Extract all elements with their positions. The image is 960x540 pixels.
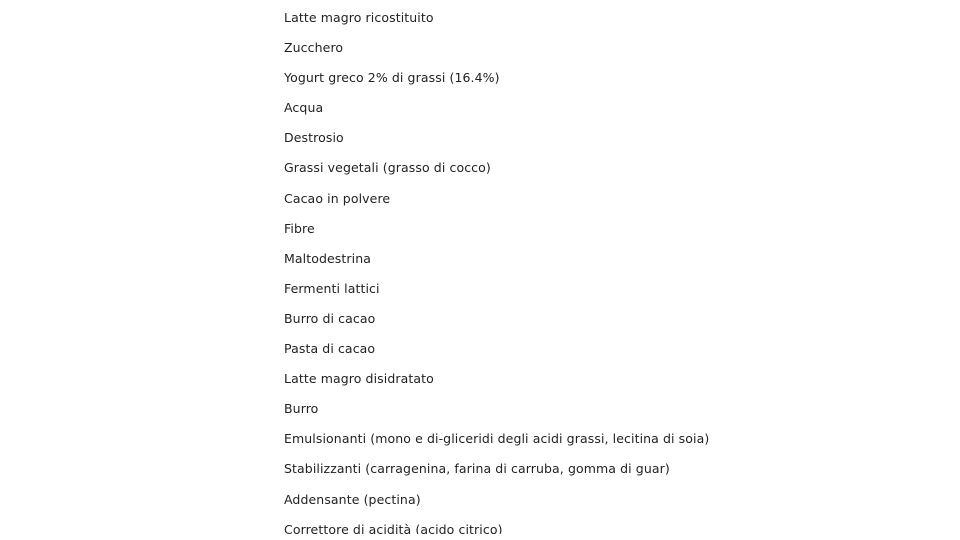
list-item: Stabilizzanti (carragenina, farina di carruba, gomma di guar) <box>284 461 670 477</box>
list-item: Destrosio <box>284 130 344 146</box>
list-item: Yogurt greco 2% di grassi (16.4%) <box>284 70 500 86</box>
list-item: Emulsionanti (mono e di-gliceridi degli acidi grassi, lecitina di soia) <box>284 431 710 447</box>
list-item: Acqua <box>284 100 324 116</box>
list-item: Latte magro disidratato <box>284 371 434 387</box>
list-item: Pasta di cacao <box>284 341 376 357</box>
list-item: Latte magro ricostituito <box>284 10 434 25</box>
list-item: Zucchero <box>284 40 344 56</box>
ingredient-list <box>284 8 709 534</box>
list-item: Burro <box>284 401 319 417</box>
list-item: Fermenti lattici <box>284 280 380 296</box>
list-item: Burro di cacao <box>284 310 376 326</box>
list-item: Correttore di acidità (acido citrico) <box>284 521 503 534</box>
list-item: Fibre <box>284 220 315 236</box>
list-item: Cacao in polvere <box>284 190 391 206</box>
list-item: Addensante (pectina) <box>284 491 421 507</box>
list-item: Grassi vegetali (grasso di cocco) <box>284 160 491 176</box>
list-item: Maltodestrina <box>284 250 371 266</box>
